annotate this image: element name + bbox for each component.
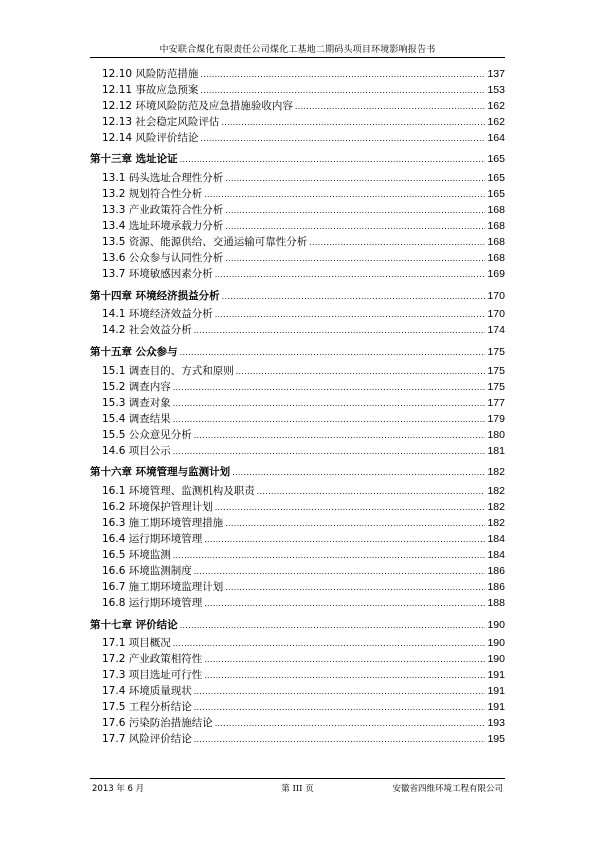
toc-section-entry[interactable] [90,131,505,147]
running-header: 中安联合煤化有限责任公司煤化工基地二期码头项目环境影响报告书 [159,45,436,55]
toc-chapter-entry[interactable] [90,618,505,634]
toc-entry-title: 第十五章 公众参与 [90,346,178,359]
toc-section-entry[interactable] [90,516,505,532]
toc-entry-title: 12.13 社会稳定风险评估 [102,115,220,128]
toc-dot-leader [257,484,486,500]
toc-section-entry[interactable] [90,251,505,267]
toc-dot-leader [200,67,485,83]
toc-page-number: 182 [487,485,505,498]
toc-entry-title: 16.7 施工期环境监理计划 [102,580,224,593]
toc-entry-title: 16.8 运行期环境管理 [102,596,203,609]
toc-dot-leader [173,444,486,460]
toc-page-number: 168 [487,251,505,264]
toc-dot-leader [200,131,485,147]
toc-dot-leader [295,99,486,115]
toc-section-entry[interactable] [90,219,505,235]
toc-dot-leader [204,187,485,203]
toc-page-number: 186 [487,564,505,577]
toc-dot-leader [194,732,486,748]
toc-page-number: 182 [487,501,505,514]
toc-page-number: 184 [487,533,505,546]
toc-page-number: 175 [487,346,505,359]
toc-dot-leader [204,596,485,612]
toc-entry-title: 13.6 公众参与认同性分析 [102,251,224,264]
toc-entry-title: 13.2 规划符合性分析 [102,188,203,201]
toc-chapter-entry[interactable] [90,152,505,168]
toc-page-number: 190 [487,618,505,631]
toc-page-number: 153 [487,83,505,96]
toc-page-number: 179 [487,412,505,425]
toc-page-number: 168 [487,204,505,217]
toc-entry-title: 16.3 施工期环境管理措施 [102,517,224,530]
toc-dot-leader [194,428,486,444]
toc-dot-leader [225,203,485,219]
toc-entry-title: 15.5 公众意见分析 [102,428,192,441]
toc-section-entry[interactable] [90,307,505,323]
toc-dot-leader [204,652,485,668]
toc-section-entry[interactable] [90,700,505,716]
toc-page-number: 191 [487,685,505,698]
footer-company: 安徽省四维环境工程有限公司 [392,784,503,794]
toc-page-number: 165 [487,172,505,185]
toc-entry-title: 16.2 环境保护管理计划 [102,501,213,514]
toc-entry-title: 15.1 调查目的、方式和原则 [102,365,234,378]
toc-dot-leader [173,636,486,652]
toc-page-number: 165 [487,188,505,201]
toc-dot-leader [236,364,486,380]
toc-entry-title: 第十四章 环境经济损益分析 [90,289,220,302]
toc-page-number: 175 [487,365,505,378]
toc-section-entry[interactable] [90,684,505,700]
toc-page-number: 191 [487,669,505,682]
toc-dot-leader [225,516,485,532]
toc-page-number: 162 [487,115,505,128]
toc-entry-title: 17.3 项目选址可行性 [102,669,203,682]
toc-dot-leader [225,219,485,235]
toc-page-number: 177 [487,396,505,409]
toc-chapter-entry[interactable] [90,345,505,361]
toc-section-entry[interactable] [90,412,505,428]
toc-entry-title: 14.2 社会效益分析 [102,324,192,337]
toc-section-entry[interactable] [90,548,505,564]
toc-section-entry[interactable] [90,668,505,684]
toc-dot-leader [194,700,486,716]
footer-divider [90,778,505,779]
toc-page-number: 181 [487,444,505,457]
toc-dot-leader [180,152,486,168]
toc-entry-title: 14.6 项目公示 [102,444,171,457]
toc-dot-leader [232,465,485,481]
toc-dot-leader [173,412,486,428]
toc-entry-title: 12.14 风险评价结论 [102,131,199,144]
toc-dot-leader [173,380,486,396]
toc-section-entry[interactable] [90,267,505,283]
footer-page-number: 第 III 页 [281,784,314,794]
toc-entry-title: 16.5 环境监测 [102,548,171,561]
toc-entry-title: 16.4 运行期环境管理 [102,533,203,546]
toc-entry-title: 13.3 产业政策符合性分析 [102,204,224,217]
toc-section-entry[interactable] [90,67,505,83]
toc-section-entry[interactable] [90,500,505,516]
toc-section-entry[interactable] [90,444,505,460]
toc-dot-leader [194,684,486,700]
toc-dot-leader [222,289,486,305]
toc-page-number: 168 [487,235,505,248]
toc-dot-leader [221,115,485,131]
page-footer [90,782,505,796]
toc-section-entry[interactable] [90,187,505,203]
toc-page-number: 182 [487,466,505,479]
toc-entry-title: 13.7 环境敏感因素分析 [102,267,213,280]
toc-dot-leader [200,83,485,99]
toc-page-number: 190 [487,637,505,650]
toc-page-number: 168 [487,220,505,233]
toc-section-entry[interactable] [90,171,505,187]
toc-entry-title: 第十三章 选址论证 [90,153,178,166]
toc-dot-leader [173,396,486,412]
toc-page-number: 162 [487,99,505,112]
toc-dot-leader [225,580,485,596]
toc-entry-title: 13.5 资源、能源供给、交通运输可靠性分析 [102,235,308,248]
toc-section-entry[interactable] [90,235,505,251]
footer-date: 2013 年 6 月 [92,784,145,794]
toc-entry-title: 15.2 调查内容 [102,381,171,394]
toc-page-number: 180 [487,428,505,441]
toc-entry-title: 17.1 项目概况 [102,637,171,650]
toc-page-number: 165 [487,153,505,166]
toc-entry-title: 17.6 污染防治措施结论 [102,716,213,729]
toc-section-entry[interactable] [90,99,505,115]
toc-entry-title: 14.1 环境经济效益分析 [102,308,213,321]
toc-section-entry[interactable] [90,636,505,652]
toc-chapter-entry[interactable] [90,289,505,305]
toc-section-entry[interactable] [90,428,505,444]
toc-section-entry[interactable] [90,323,505,339]
toc-page-number: 170 [487,289,505,302]
toc-page-number: 164 [487,131,505,144]
toc-dot-leader [204,668,485,684]
toc-section-entry[interactable] [90,380,505,396]
table-of-contents [90,67,505,748]
toc-section-entry[interactable] [90,203,505,219]
toc-section-entry[interactable] [90,83,505,99]
toc-dot-leader [194,323,486,339]
toc-entry-title: 17.4 环境质量现状 [102,685,192,698]
toc-section-entry[interactable] [90,115,505,131]
toc-section-entry[interactable] [90,596,505,612]
toc-dot-leader [215,307,486,323]
toc-dot-leader [225,251,485,267]
toc-entry-title: 15.3 调查对象 [102,396,171,409]
toc-page-number: 184 [487,548,505,561]
toc-page-number: 137 [487,68,505,80]
toc-page-number: 175 [487,381,505,394]
toc-section-entry[interactable] [90,564,505,580]
toc-page-number: 170 [487,308,505,321]
toc-entry-title: 16.1 环境管理、监测机构及职责 [102,485,255,498]
toc-dot-leader [215,267,486,283]
toc-dot-leader [215,500,486,516]
toc-section-entry[interactable] [90,484,505,500]
toc-entry-title: 17.7 风险评价结论 [102,732,192,745]
toc-dot-leader [194,564,486,580]
toc-section-entry[interactable] [90,364,505,380]
toc-entry-title: 第十七章 评价结论 [90,618,178,631]
toc-page-number: 190 [487,653,505,666]
toc-page-number: 193 [487,716,505,729]
toc-dot-leader [204,532,485,548]
toc-section-entry[interactable] [90,580,505,596]
toc-page-number: 195 [487,732,505,745]
toc-entry-title: 17.5 工程分析结论 [102,700,192,713]
toc-dot-leader [173,548,486,564]
toc-entry-title: 12.10 风险防范措施 [102,68,199,80]
toc-section-entry[interactable] [90,396,505,412]
toc-dot-leader [180,618,486,634]
toc-entry-title: 13.4 选址环境承载力分析 [102,220,224,233]
toc-dot-leader [309,235,485,251]
toc-page-number: 188 [487,596,505,609]
toc-section-entry[interactable] [90,652,505,668]
toc-page-number: 182 [487,517,505,530]
toc-entry-title: 13.1 码头选址合理性分析 [102,172,224,185]
toc-dot-leader [215,716,486,732]
toc-dot-leader [180,345,486,361]
toc-section-entry[interactable] [90,716,505,732]
header-divider [90,57,505,58]
toc-page-number: 186 [487,580,505,593]
toc-entry-title: 15.4 调查结果 [102,412,171,425]
toc-entry-title: 12.11 事故应急预案 [102,83,199,96]
toc-chapter-entry[interactable] [90,465,505,481]
toc-section-entry[interactable] [90,732,505,748]
toc-dot-leader [225,171,485,187]
toc-page-number: 174 [487,324,505,337]
toc-entry-title: 16.6 环境监测制度 [102,564,192,577]
toc-section-entry[interactable] [90,532,505,548]
toc-page-number: 169 [487,267,505,280]
toc-entry-title: 12.12 环境风险防范及应急措施验收内容 [102,99,293,112]
toc-page-number: 191 [487,700,505,713]
toc-entry-title: 17.2 产业政策相符性 [102,653,203,666]
toc-entry-title: 第十六章 环境管理与监测计划 [90,466,231,479]
